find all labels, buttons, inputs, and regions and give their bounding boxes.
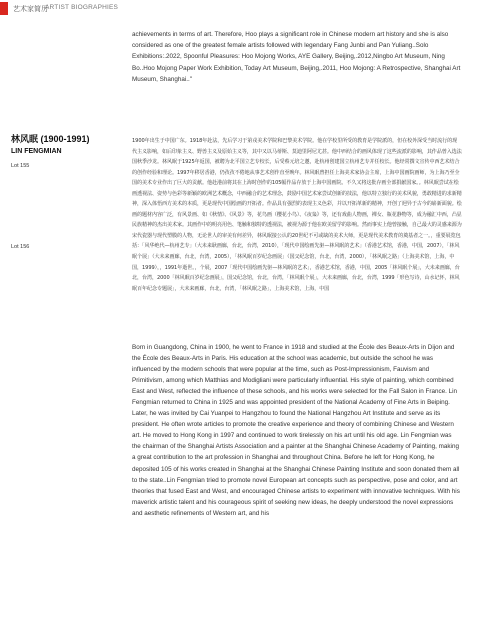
lot-number: Lot 155 [11, 163, 30, 169]
biography-chinese: 1900年出生于中国广东。1918年赴法，先后学习于第戎美术学院和巴黎美术学院。他在学校里所受的教育是学院派的，但在校外深受当时流行的现代主义影响，如后印象主义、野兽主义及原始主义等，其中又以马蒂斯、莫迪里阿尼尤甚。他中西结合的画风体现了这些流派的影响，其作品曾入选法国秋季沙龙。林风眠于1925年返国，被聘为北平国立艺专校长，后受蔡元培之邀，赴杭州创建国立杭州艺专并任校长。他经常撰文宣传中西艺术结合的创作经验和理论。1997年移居香港，仍孜孜不倦地从事艺术创作直至晚年。林风眠曾担任上海美术家协会主席，上海中国画院画师，为上海乃至全国的美术专业作出了巨大的贡献。他赴港前将其在上海时创作的105幅作品存放于上海中国画院。不久又将这批存画全部捐献国家。。林风眠尝试在绘画透视法、姿势与色彩等新颖的欧洲艺术概念，中西融合的艺术理念，鼓励中国艺术家尝试创新的技法，他以特立独行的美术风貌，勇敢精进的求新精神，深入体悟西方美术的本质，更是现代中国绘画的开拓者。作品具有强烈的表现主义色彩，并以开拓革新的精神，开创了迥异于古今的崭新面貌。绘画的题材内容广泛，有风景画、如《秋情》、《风景》等，花鸟画（樱花小鸟）、《夜枭》等，还有戏曲人物画，裸女、瓶花静物等，成为融汇中西，凸显民族精神的杰出美术家。其画作中的明亮用色、笔触和独特的透视法，被视为源于他在欧美留学的影响。然而事实上他曾接触，自己最大的灵感来源为宋代瓷器与现代塑膜的人物，无论世人的审美有何差异，林风眠接公认的20世纪不可或缺的美术大师，更是现代美术教育的奠基者之一。，重要展览包括：「风华绝代—杭州艺专」（大未来耿画廊，台北，台湾，2010），「现代中国绘画先驱—林风眠的艺术」（香港艺术馆，香港，中国，2007），「林风眠个展」（大未来画廊，台北，台湾，2005），「林风眠百岁纪念画展」（国父纪念馆，台北，台湾，2000），「林风眠之路」（上海美术馆，上海，中国，1999），，1991年逝世。，个展，2007「现代中国绘画先驱—林风眠的艺术」，香港艺术馆，香港，中国，2005「林风眠个展」，大未来画廊，台北，台湾，2000「林风眠百岁纪念画展」，国父纪念馆，台北，台湾，「林风眠个展」，大未来画廊，台北，台湾，1999「形色写诗，山水记怀，林风眠百年纪念专题展」，大未来画廊，台北，台湾，「林风眠之路」，上海美术馆，上海，中国 [132, 138, 462, 292]
section-title-cn: 艺术家简历 [13, 6, 48, 13]
header-accent-bar [0, 2, 8, 15]
page-header [0, 0, 480, 20]
lot-number: Lot 156 [11, 244, 30, 250]
artist-name-cn: 林风眠 (1900-1991) [11, 134, 90, 144]
artist-heading [11, 134, 121, 157]
section-title-en: ARTIST BIOGRAPHIES [45, 4, 119, 11]
biography-english: Born in Guangdong, China in 1900, he went to France in 1918 and studied at the École des Beaux-Arts in Dijon and the École des Beaux-Arts in Paris. His education at the school was academic, but outside the school he was influenced by the modern schools that were popular at the time, such as Post-Impressionism, Fauvism and Primitivism, among which Matthias and Modigliani were particularly influential. His style of painting, which combined East and West, reflected the influence of these schools, and his works were selected for the Fall Salon in France. Lin Fengmian returned to China in 1925 and was appointed president of the National Academy of Fine Arts in Beiping. Later, he was invited by Cai Yuanpei to Hangzhou to found the National Hangzhou Art Institute and serve as its president. He often wrote articles to promote the creative experience and theory of combining Chinese and Western art. He moved to Hong Kong in 1997 and continued to work tirelessly on his art until his old age. Lin Fengmian was the chairman of the Shanghai Artists Association and a painter at the Shanghai Chinese Academy of Painting, making a great contribution to the art profession in Shanghai and throughout China. Before he left for Hong Kong, he deposited 105 of his works created in Shanghai at the Shanghai Chinese Painting Institute and soon donated them all to the state..Lin Fengmian tried to promote novel European art concepts such as perspective, pose and color, and art theories that fused East and West, and encouraged Chinese artists to experiment with innovative techniques. With his maverick artistic talent and his courageous spirit of seeking new ideas, he deeply understood the novel expressions and aesthetic refinements of Western art, and his [132, 344, 460, 517]
artist-name-en: LIN FENGMIAN [11, 148, 62, 155]
intro-paragraph: achievements in terms of art. Therefore, Hoo plays a significant role in Chinese modern art history and she is also considered as one of the greatest female artists followed with legendary Fang Junbi and Pan Yuliang..Solo Exhibitions:.2022, Spoonful Pleasures: Hoo Mojong Works, AYE Gallery, Beijing,.2012,Ningbo Art Museum, Ning Bo..Hoo Mojong Paper Work Exhibition, Today Art Museum, Beijing,.2011, Hoo Mojong: A Retrospective, Shanghai Art Museum, Shanghai.." [132, 31, 461, 83]
